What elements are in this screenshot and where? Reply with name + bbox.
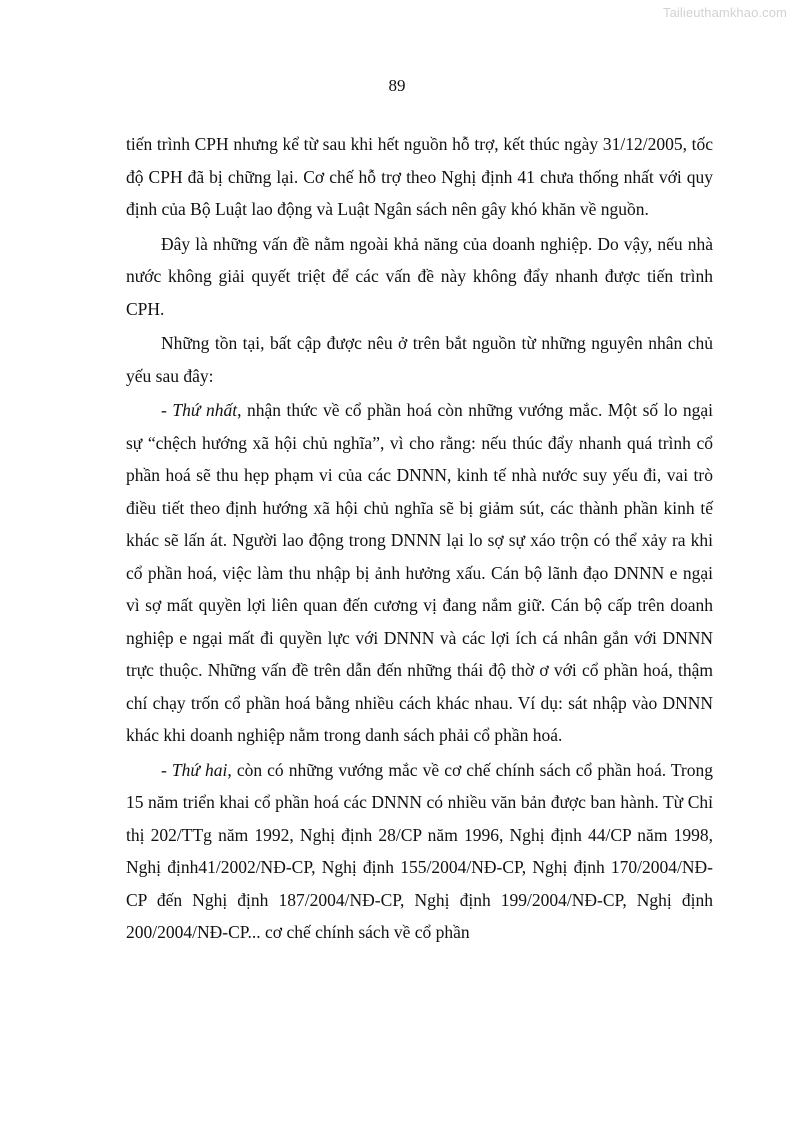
list-dash: - xyxy=(161,759,172,780)
paragraph-text: tiến trình CPH nhưng kể từ sau khi hết nguồn hỗ trợ, kết thúc ngày 31/12/2005, tốc độ CPH đã bị chững lại. Cơ chế hỗ trợ theo Nghị định 41 chưa thống nhất với quy định của Bộ Luật lao động và Luật Ngân sách nên gây khó khăn về nguồn. xyxy=(126,134,713,219)
paragraph-text: , nhận thức về cổ phần hoá còn những vướng mắc. Một số lo ngại sự “chệch hướng xã hội chủ nghĩa”, vì cho rằng: nếu thúc đẩy nhanh quá trình cổ phần hoá sẽ thu hẹp phạm vi của các DNNN, kinh tế nhà nước suy yếu đi, vai trò điều tiết theo định hướng xã hội chủ nghĩa sẽ bị giảm sút, các thành phần kinh tế khác sẽ lấn át. Người lao động trong DNNN lại lo sợ sự xáo trộn có thể xảy ra khi cổ phần hoá, việc làm thu nhập bị ảnh hưởng xấu. Cán bộ lãnh đạo DNNN e ngại vì sợ mất quyền lợi liên quan đến cương vị đang nắm giữ. Cán bộ cấp trên doanh nghiệp e ngại mất đi quyền lực với DNNN và các lợi ích cá nhân gắn với DNNN trực thuộc. Những vấn đề trên dẫn đến những thái độ thờ ơ với cổ phần hoá, thậm chí chạy trốn cổ phần hoá bằng nhiều cách khác nhau. Ví dụ: sát nhập vào DNNN khác khi doanh nghiệp nằm trong danh sách phải cổ phần hoá. xyxy=(126,400,713,745)
page-number: 89 xyxy=(388,76,406,95)
paragraph-4 xyxy=(126,394,713,752)
paragraph-1 xyxy=(126,128,713,226)
paragraph-text: Những tồn tại, bất cập được nêu ở trên bắt nguồn từ những nguyên nhân chủ yếu sau đây: xyxy=(126,333,713,386)
document-body xyxy=(126,128,713,951)
paragraph-text: Đây là những vấn đề nằm ngoài khả năng của doanh nghiệp. Do vậy, nếu nhà nước không giải quyết triệt để các vấn đề này không đẩy nhanh được tiến trình CPH. xyxy=(126,233,713,319)
paragraph-5 xyxy=(126,754,713,949)
watermark: Tailieuthamkhao.com xyxy=(662,5,787,20)
list-dash: - xyxy=(161,400,173,420)
paragraph-3 xyxy=(126,327,713,392)
paragraph-text: , còn có những vướng mắc về cơ chế chính sách cổ phần hoá. Trong 15 năm triển khai cổ phần hoá các DNNN có nhiều văn bản được ban hành. Từ Chỉ thị 202/TTg năm 1992, Nghị định 28/CP năm 1996, Nghị định 44/CP năm 1998, Nghị định41/2002/NĐ-CP, Nghị định 155/2004/NĐ-CP, Nghị định 170/2004/NĐ-CP đến Nghị định 187/2004/NĐ-CP, Nghị định 199/2004/NĐ-CP, Nghị định 200/2004/NĐ-CP... cơ chế chính sách về cổ phần xyxy=(126,759,714,942)
paragraph-lead: Thứ hai xyxy=(171,759,228,780)
paragraph-2 xyxy=(126,228,713,326)
paragraph-lead: Thứ nhất xyxy=(172,400,238,420)
